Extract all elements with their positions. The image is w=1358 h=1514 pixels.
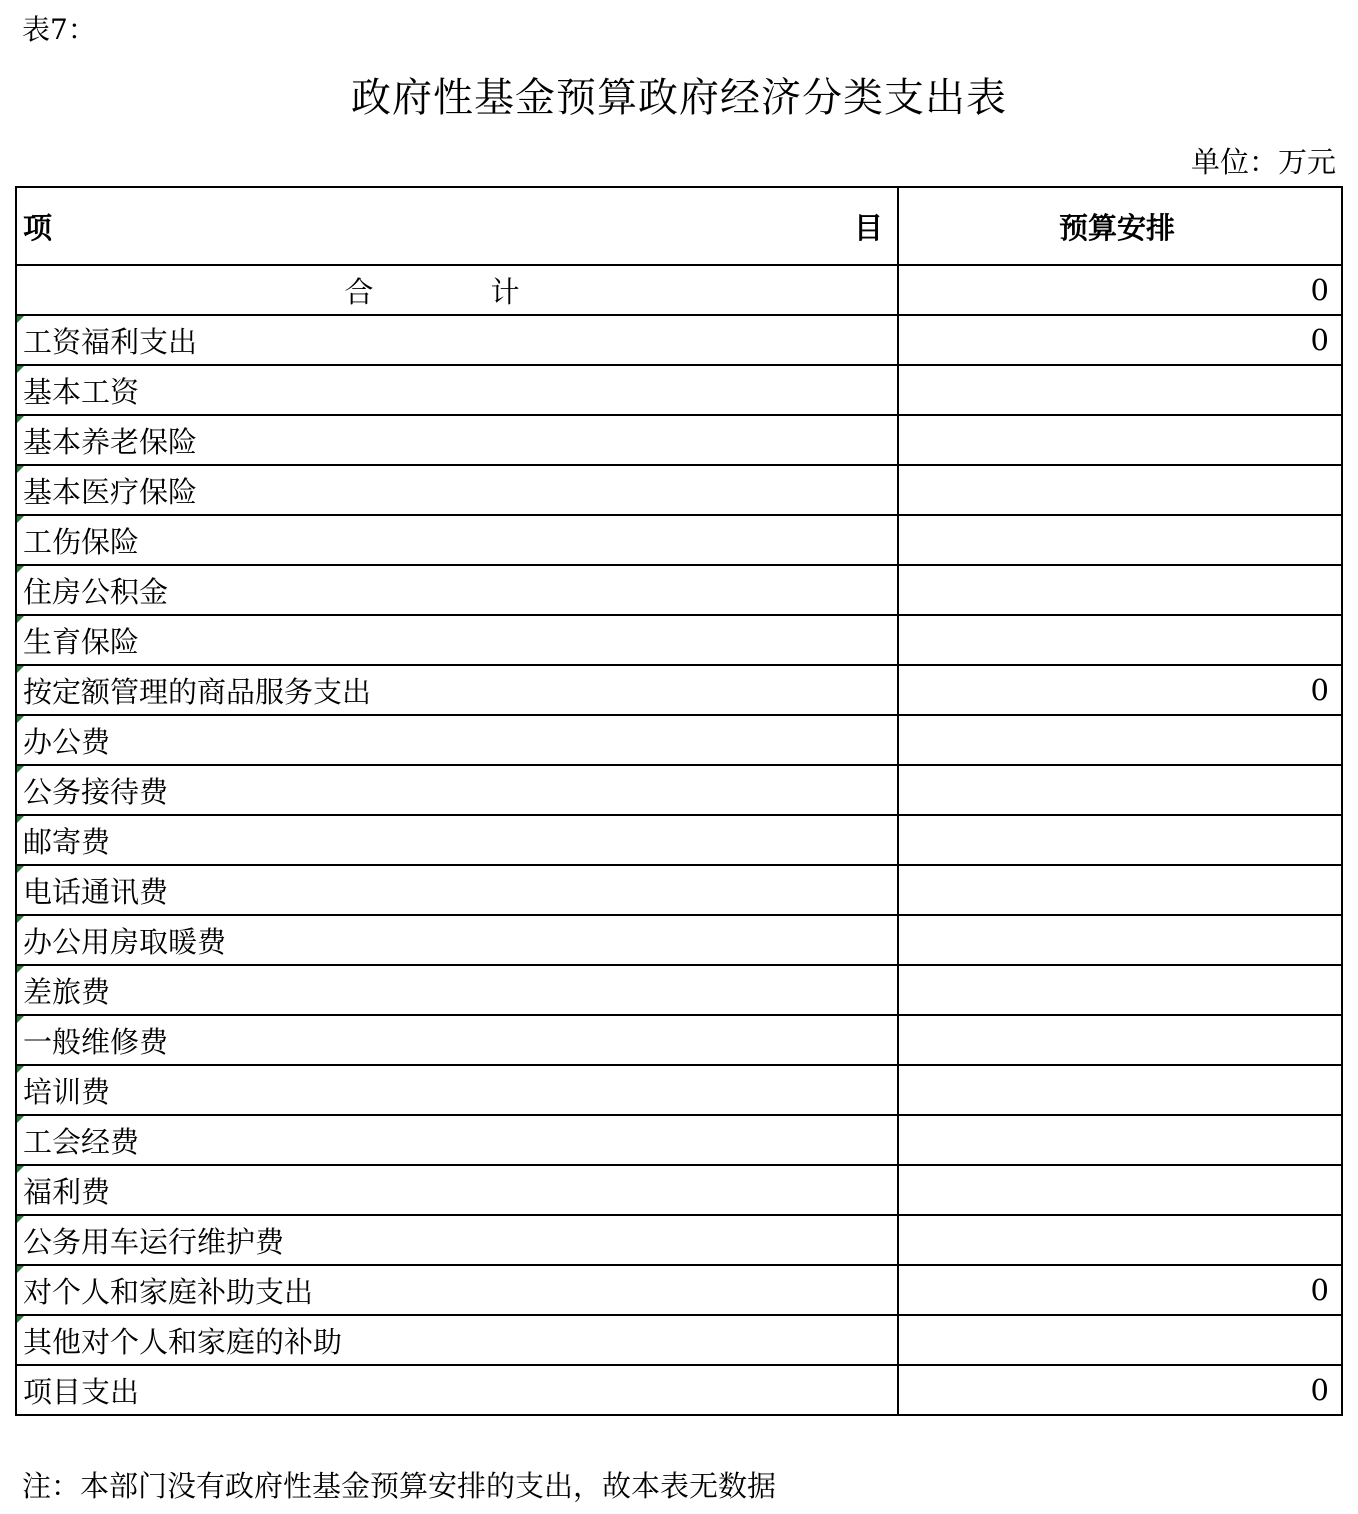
row-label: 工资福利支出	[16, 315, 898, 365]
row-value: 0	[898, 665, 1342, 715]
row-value	[898, 715, 1342, 765]
cell-marker-icon	[17, 466, 24, 473]
header-item-left: 项	[23, 210, 53, 245]
cell-marker-icon	[17, 966, 24, 973]
row-value	[898, 515, 1342, 565]
row-value	[898, 865, 1342, 915]
cell-marker-icon	[17, 566, 24, 573]
row-label: 工会经费	[16, 1115, 898, 1165]
table-row	[16, 365, 1342, 415]
row-value	[898, 765, 1342, 815]
row-value	[898, 1015, 1342, 1065]
header-item-cell	[16, 187, 898, 265]
table-row	[16, 865, 1342, 915]
cell-marker-icon	[17, 1216, 24, 1223]
table-row	[16, 965, 1342, 1015]
table-row	[16, 665, 1342, 715]
row-value: 0	[898, 1365, 1342, 1415]
row-label: 基本医疗保险	[16, 465, 898, 515]
table-row	[16, 615, 1342, 665]
row-label: 培训费	[16, 1065, 898, 1115]
row-label: 生育保险	[16, 615, 898, 665]
cell-marker-icon	[17, 766, 24, 773]
header-value-cell: 预算安排	[898, 187, 1342, 265]
row-value	[898, 465, 1342, 515]
cell-marker-icon	[17, 866, 24, 873]
cell-marker-icon	[17, 666, 24, 673]
row-label: 邮寄费	[16, 815, 898, 865]
cell-marker-icon	[17, 516, 24, 523]
cell-marker-icon	[17, 716, 24, 723]
table-row	[16, 715, 1342, 765]
cell-marker-icon	[17, 1166, 24, 1173]
cell-marker-icon	[17, 1316, 24, 1323]
cell-marker-icon	[17, 316, 24, 323]
row-label: 办公用房取暖费	[16, 915, 898, 965]
cell-marker-icon	[17, 816, 24, 823]
cell-marker-icon	[17, 366, 24, 373]
cell-marker-icon	[17, 416, 24, 423]
table-row	[16, 465, 1342, 515]
row-value: 0	[898, 315, 1342, 365]
row-value	[898, 915, 1342, 965]
row-label: 工伤保险	[16, 515, 898, 565]
table-row	[16, 1215, 1342, 1265]
page-title: 政府性基金预算政府经济分类支出表	[351, 75, 1007, 121]
total-value: 0	[898, 265, 1342, 315]
cell-marker-icon	[17, 1116, 24, 1123]
total-row	[16, 265, 1342, 315]
budget-table	[15, 186, 1343, 1416]
row-label: 办公费	[16, 715, 898, 765]
row-value	[898, 565, 1342, 615]
unit-label: 单位：万元	[1190, 145, 1336, 179]
row-value	[898, 1315, 1342, 1365]
table-row	[16, 1015, 1342, 1065]
table-row	[16, 515, 1342, 565]
row-label: 住房公积金	[16, 565, 898, 615]
table-row	[16, 415, 1342, 465]
row-label: 公务接待费	[16, 765, 898, 815]
row-value	[898, 415, 1342, 465]
row-value	[898, 815, 1342, 865]
table-row	[16, 765, 1342, 815]
row-value	[898, 615, 1342, 665]
table-row	[16, 1065, 1342, 1115]
row-value	[898, 1165, 1342, 1215]
row-label: 公务用车运行维护费	[16, 1215, 898, 1265]
row-value	[898, 1215, 1342, 1265]
header-item-right: 目	[853, 210, 883, 245]
row-value: 0	[898, 1265, 1342, 1315]
row-label: 福利费	[16, 1165, 898, 1215]
row-label: 差旅费	[16, 965, 898, 1015]
table-row	[16, 1365, 1342, 1415]
table-row	[16, 1165, 1342, 1215]
table-row	[16, 1115, 1342, 1165]
table-row	[16, 815, 1342, 865]
row-label: 对个人和家庭补助支出	[16, 1265, 898, 1315]
row-value	[898, 965, 1342, 1015]
cell-marker-icon	[17, 1066, 24, 1073]
cell-marker-icon	[17, 916, 24, 923]
row-label: 其他对个人和家庭的补助	[16, 1315, 898, 1365]
row-label: 一般维修费	[16, 1015, 898, 1065]
table-row	[16, 1315, 1342, 1365]
footnote: 注：本部门没有政府性基金预算安排的支出，故本表无数据	[22, 1469, 777, 1503]
table-row	[16, 565, 1342, 615]
row-value	[898, 1115, 1342, 1165]
row-label: 基本工资	[16, 365, 898, 415]
cell-marker-icon	[17, 616, 24, 623]
total-label: 合 计	[16, 265, 898, 315]
row-value	[898, 1065, 1342, 1115]
table-row	[16, 1265, 1342, 1315]
table-number: 表7：	[22, 13, 96, 46]
table-row	[16, 915, 1342, 965]
table-row	[16, 315, 1342, 365]
row-label: 按定额管理的商品服务支出	[16, 665, 898, 715]
row-label: 基本养老保险	[16, 415, 898, 465]
row-label: 项目支出	[16, 1365, 898, 1415]
cell-marker-icon	[17, 1016, 24, 1023]
table-header-row	[16, 187, 1342, 265]
row-value	[898, 365, 1342, 415]
row-label: 电话通讯费	[16, 865, 898, 915]
cell-marker-icon	[17, 1266, 24, 1273]
